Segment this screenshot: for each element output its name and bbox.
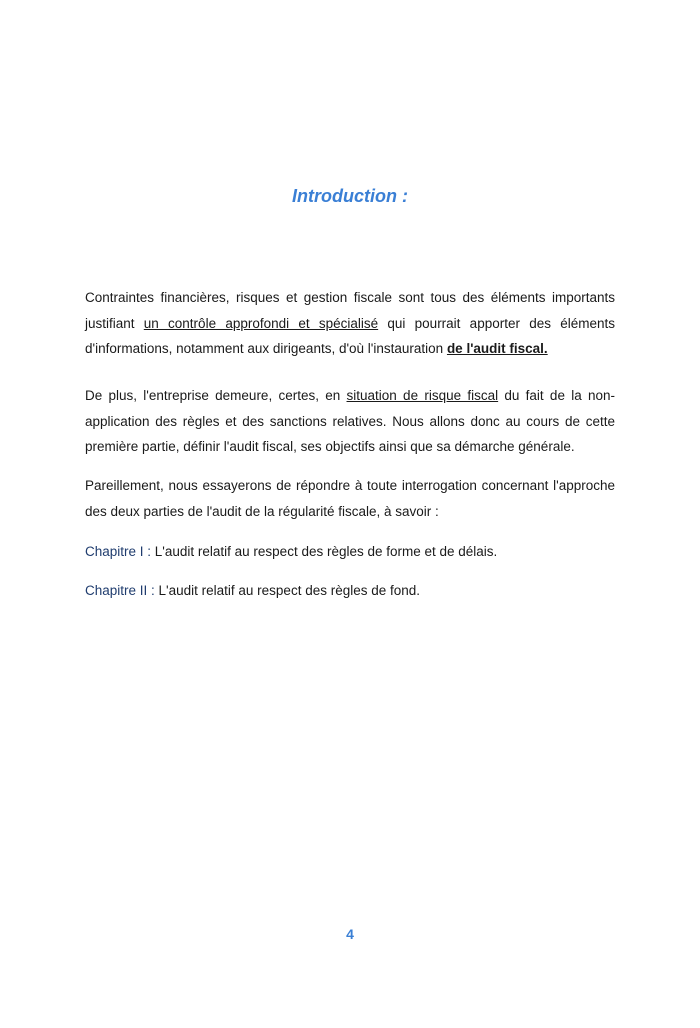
page-number: 4 [346, 926, 354, 942]
intro-paragraph-1 [85, 285, 615, 362]
underlined-phrase: un contrôle approfondi et spécialisé [143, 315, 379, 331]
chapter-text: L'audit relatif au respect des règles de fond. [154, 583, 421, 598]
paragraph-text: du fait de la non-application des règles et des sanctions relatives. Nous allons donc au cours de cette première partie, définir l'audit fiscal, ses objectifs ainsi que sa démarche générale. [85, 388, 615, 454]
intro-paragraph-3: Pareillement, nous essayerons de répondre à toute interrogation concernant l'approche des deux parties de l'audit de la régularité fiscale, à savoir : [85, 478, 615, 519]
paragraph-text: De plus, l'entreprise demeure, certes, en [85, 388, 347, 403]
chapter-line-2 [85, 578, 615, 604]
chapter-label: Chapitre I : [85, 544, 152, 559]
chapter-text: L'audit relatif au respect des règles de forme et de délais. [151, 544, 498, 559]
paragraph-text: qui pourrait apporter des éléments d'informations, notamment aux dirigeants, d'où l'instauration [85, 315, 616, 356]
chapter-line-1 [85, 539, 615, 565]
intro-paragraph-2 [85, 383, 615, 460]
paragraph-text: Contraintes financières, risques et gestion fiscale sont tous des éléments importants justifiant [85, 290, 615, 331]
underlined-phrase: situation de risque fiscal [346, 388, 499, 403]
page-title: Introduction : [292, 186, 408, 206]
emphasized-phrase: de l'audit fiscal. [446, 341, 548, 356]
chapter-label: Chapitre II : [85, 583, 155, 598]
